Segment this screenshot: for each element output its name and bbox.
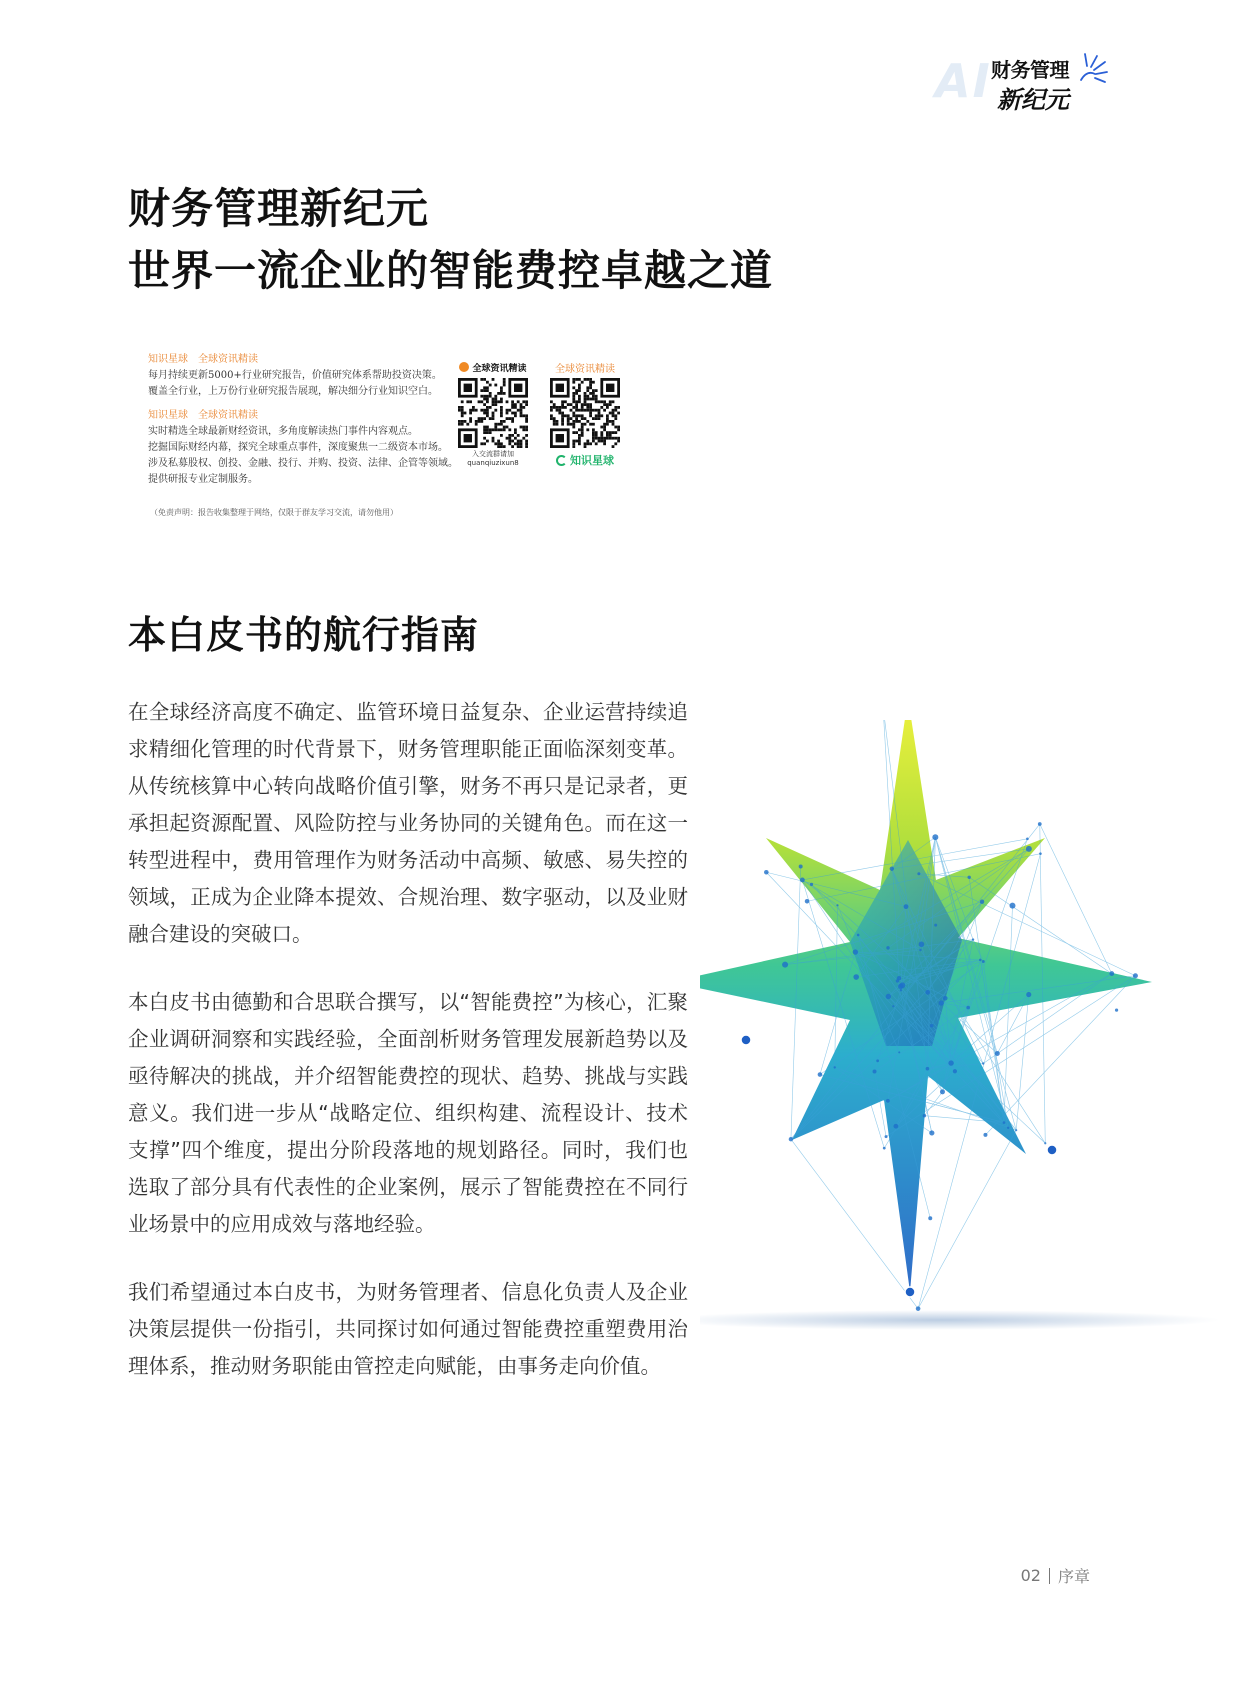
qr1-caption-1: 入交流群请加: [472, 450, 514, 458]
qr2-title: 全球资讯精读: [555, 364, 615, 375]
promo-line: 涉及私募股权、创投、金融、投行、并购、投资、法律、企管等领域。: [148, 458, 458, 469]
paragraph: 我们希望通过本白皮书，为财务管理者、信息化负责人及企业决策层提供一份指引，共同探讨如何通过智能费控重塑费用治理体系，推动财务职能由管控走向赋能，由事务走向价值。: [128, 1280, 688, 1378]
star-shadow: [700, 1310, 1220, 1330]
disclaimer: （免责声明：报告收集整理于网络，仅限于群友学习交流，请勿他用）: [150, 508, 398, 517]
page-number: 02: [1020, 1566, 1041, 1585]
qr1-caption-2: quanqiuzixun8: [467, 459, 519, 467]
zsxq-brand: [540, 452, 630, 468]
title-line-2: 世界一流企业的智能费控卓越之道: [128, 246, 774, 295]
zsxq-logo-icon: [556, 455, 567, 466]
qr-code-icon[interactable]: [550, 378, 620, 448]
sunburst-icon: [1073, 50, 1109, 90]
paragraph: 本白皮书由德勤和合思联合撰写，以“智能费控”为核心，汇聚企业调研洞察和实践经验，全面剖析财务管理发展新趋势以及亟待解决的挑战，并介绍智能费控的现状、趋势、挑战与实践意义。我们进一步从“战略定位、组织构建、流程设计、技术支撑”四个维度，提出分阶段落地的规划路径。同时，我们也选取了部分具有代表性的企业案例，展示了智能费控在不同行业场景中的应用成效与落地经验。: [128, 990, 688, 1236]
promo-line: 提供研报专业定制服务。: [148, 474, 258, 485]
page-footer: [1021, 1564, 1090, 1587]
qr1-header: [448, 360, 538, 374]
qr1-header-text: 全球资讯精读: [472, 363, 527, 374]
title-line-1: 财务管理新纪元: [128, 184, 430, 233]
brand-logo: [935, 46, 1110, 116]
body-text: [128, 694, 688, 1416]
section-name: 序章: [1057, 1567, 1090, 1586]
promo-line: 每月持续更新5000+行业研究报告，价值研究体系帮助投资决策。: [148, 370, 442, 381]
logo-line2: 新纪元: [997, 85, 1069, 114]
logo-ai-text: AI: [935, 54, 992, 108]
brand-dot-icon: [459, 362, 469, 372]
qr-block-zsxq: [540, 360, 630, 468]
qr-block-wechat: [448, 360, 538, 468]
promo-line: 实时精选全球最新财经资讯，多角度解读热门事件内容观点。: [148, 426, 418, 437]
compass-star-illustration: [700, 720, 1220, 1360]
qr-code-icon[interactable]: [458, 378, 528, 448]
paragraph: 在全球经济高度不确定、监管环境日益复杂、企业运营持续追求精细化管理的时代背景下，财务管理职能正面临深刻变革。从传统核算中心转向战略价值引擎，财务不再只是记录者，更承担起资源配置、风险防控与业务协同的关键角色。而在这一转型进程中，费用管理作为财务活动中高频、敏感、易失控的领域，正成为企业降本提效、合规治理、数字驱动，以及业财融合建设的突破口。: [128, 700, 688, 946]
zsxq-brand-text: 知识星球: [570, 454, 614, 467]
section-heading: 本白皮书的航行指南: [128, 613, 480, 657]
footer-divider: [1049, 1568, 1050, 1584]
promo-line: 知识星球 全球资讯精读: [148, 410, 258, 421]
promo-line: 挖掘国际财经内幕，探究全球重点事件，深度聚焦一二级资本市场。: [148, 442, 448, 453]
promo-line: 知识星球 全球资讯精读: [148, 354, 258, 365]
logo-line1: 财务管理: [991, 58, 1069, 82]
page-title: [128, 178, 773, 302]
promo-line: 覆盖全行业，上万份行业研究报告展现，解决细分行业知识空白。: [148, 386, 438, 397]
